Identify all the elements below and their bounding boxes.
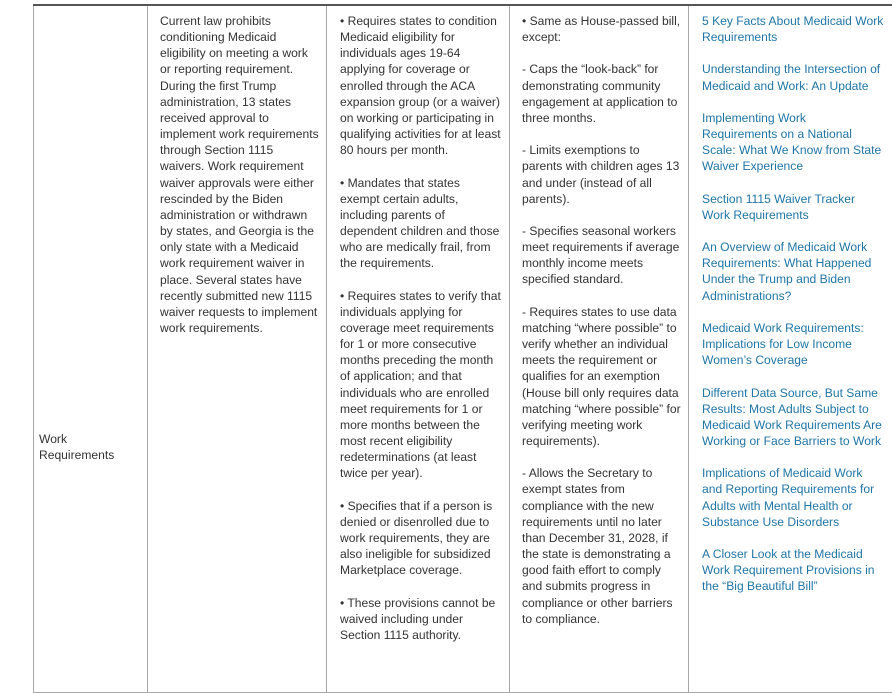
house-bill-item: • These provisions cannot be waived including under Section 1115 authority. — [340, 595, 496, 642]
senate-bill-item: - Specifies seasonal workers meet requirements if average monthly income meets specified standard. — [522, 223, 680, 287]
resource-link[interactable]: An Overview of Medicaid Work Requirements: What Happened Under the Trump and Biden Administrations? — [702, 240, 872, 303]
resource-link[interactable]: Understanding the Intersection of Medicaid and Work: An Update — [702, 62, 881, 93]
resources-cell — [702, 13, 884, 611]
house-bill-item: • Specifies that if a person is denied or disenrolled due to work requirements, they are also ineligible for subsidized Marketplace coverage. — [340, 498, 493, 578]
column-divider — [688, 6, 689, 693]
senate-bill-item: - Limits exemptions to parents with children ages 13 and under (instead of all parents). — [522, 143, 680, 206]
current-law-text: Current law prohibits conditioning Medicaid eligibility on meeting a work or reporting requirement. During the first Trump administration, 13 states received approval to implement work requirements through Section 1115 waivers. Work requirement waiver approvals were either rescinded by the Biden administration or withdrawn by states, and Georgia is the only state with a Medicaid work requirement waiver in place. Several states have recently submitted new 1115 waiver requests to implement work requirements. — [160, 14, 319, 335]
resource-link[interactable]: Implications of Medicaid Work and Reporting Requirements for Adults with Mental Health or Substance Use Disorders — [702, 466, 875, 529]
resource-link[interactable]: Section 1115 Waiver Tracker Work Requirements — [702, 191, 856, 222]
column-divider — [33, 6, 34, 693]
table-top-border — [33, 4, 892, 6]
resource-link[interactable]: Medicaid Work Requirements: Implications for Low Income Women’s Coverage — [702, 320, 864, 368]
column-divider — [147, 6, 148, 693]
house-bill-item: • Requires states to condition Medicaid eligibility for individuals ages 19-64 applying for coverage or enrolled through the ACA expansion group (or a waiver) on working or participating in qualifying activities for at least 80 hours per month. — [340, 14, 501, 158]
current-law-cell — [160, 13, 320, 336]
resource-link[interactable]: 5 Key Facts About Medicaid Work Requirements — [702, 14, 884, 45]
senate-bill-item: - Requires states to use data matching “where possible” to verify whether an individual meets the requirement or qualifies for an exemption (House bill only requires data matching “where possible” for verifying meeting work requirements). — [522, 304, 681, 448]
senate-bill-item: • Same as House-passed bill, except: — [522, 14, 681, 45]
house-bill-item: • Requires states to verify that individuals applying for coverage meet requirements for 1 or more consecutive months preceding the month of application; and that individuals who are enrolled meet requirements for 1 or more months between the most recent eligibility redeterminations (at least twice per year). — [340, 288, 501, 481]
senate-bill-item: - Allows the Secretary to exempt states from compliance with the new requirements until no later than December 31, 2028, if the state is demonstrating a good faith effort to comply and submits progress in compliance or other barriers to compliance. — [522, 466, 673, 626]
resource-link[interactable]: Different Data Source, But Same Results: Most Adults Subject to Medicaid Work Requirements Are Working or Face Barriers to Work — [702, 385, 882, 448]
house-bill-cell — [340, 13, 502, 643]
senate-bill-cell — [522, 13, 682, 627]
resource-link[interactable]: A Closer Look at the Medicaid Work Requirement Provisions in the “Big Beautiful Bill” — [702, 547, 875, 594]
column-divider — [326, 6, 327, 693]
resource-link[interactable]: Implementing Work Requirements on a National Scale: What We Know from State Waiver Experience — [702, 110, 882, 174]
senate-bill-item: - Caps the “look-back” for demonstrating community engagement at application to three months. — [522, 62, 678, 125]
column-divider — [509, 6, 510, 693]
house-bill-item: • Mandates that states exempt certain adults, including parents of dependent children and those who are medically frail, from the requirements. — [340, 175, 500, 271]
row-label: Work Requirements — [39, 432, 115, 463]
